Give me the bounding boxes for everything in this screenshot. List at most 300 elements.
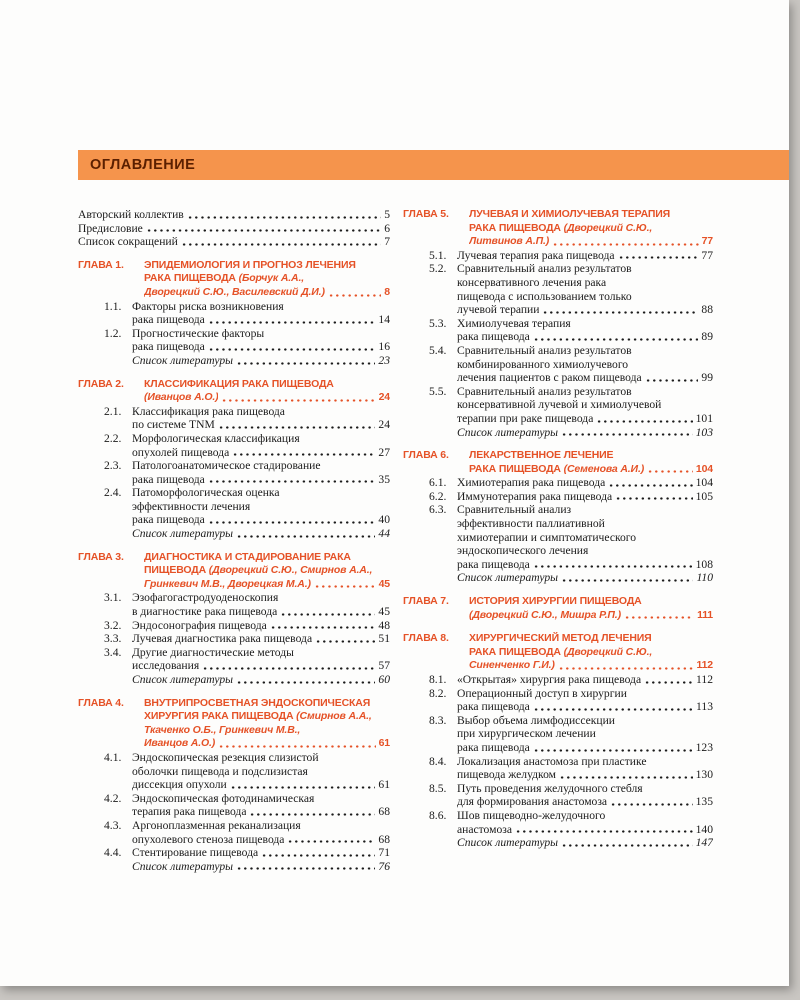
dot-leader [533, 707, 693, 712]
toc-entry-text: Факторы риска возникновения [132, 299, 284, 313]
toc-entry-text: Путь проведения желудочного стебля [457, 781, 643, 795]
toc-section-entry [403, 249, 713, 263]
dot-leader [618, 255, 699, 260]
dot-leader [146, 228, 381, 233]
toc-entry-text: Эндоскопическая фотодинамическая [132, 791, 315, 805]
toc-chapter-entry [403, 208, 713, 249]
toc-entry-line [457, 531, 713, 545]
dot-leader [230, 785, 376, 790]
page-number: 113 [696, 700, 713, 714]
toc-entry-text: Список литературы [132, 353, 233, 367]
toc-entry-line [469, 595, 713, 609]
page-number: 61 [378, 778, 390, 792]
toc-entry-text: Список литературы [132, 859, 233, 873]
toc-entry-line [132, 300, 390, 314]
toc-entry-line [132, 473, 390, 487]
page-number: 61 [378, 737, 390, 750]
toc-entry-line [457, 823, 713, 837]
dot-leader [559, 775, 693, 780]
toc-column-left [78, 208, 390, 873]
toc-entry-text: Аргоноплазменная реканализация [132, 818, 301, 832]
chapter-number-label: ГЛАВА 1. [78, 258, 124, 271]
dot-leader [208, 479, 376, 484]
toc-entry-text: (Дворецкий С.Ю., Мишра Р.П.) [469, 608, 621, 621]
toc-entry-line [469, 235, 713, 249]
toc-entry-line [132, 646, 390, 660]
toc-section-entry [78, 632, 390, 646]
toc-entry-text: Эндоскопическая резекция слизистой [132, 750, 319, 764]
section-number-label: 2.2. [104, 431, 122, 445]
toc-section-entry [403, 809, 713, 836]
dot-leader [270, 625, 376, 630]
dot-leader [218, 425, 376, 430]
toc-entry-text: Список литературы [457, 425, 558, 439]
toc-entry-text: комбинированного химиолучевого [457, 357, 629, 371]
toc-entry-line [132, 860, 390, 874]
section-number-label: 8.5. [429, 781, 447, 795]
toc-entry-text: Выбор объема лимфодиссекции [457, 713, 615, 727]
toc-entry-text: Синенченко Г.И.) [469, 659, 555, 672]
toc-entry-text: Лучевая диагностика рака пищевода [132, 632, 313, 646]
toc-entry-text: Эндосонография пищевода [132, 618, 267, 632]
toc-entry-line [469, 646, 713, 660]
toc-section-entry [78, 459, 390, 486]
page-number: 44 [378, 527, 390, 541]
page-number: 111 [697, 608, 713, 621]
page-number: 77 [701, 248, 713, 262]
page-number: 104 [695, 462, 713, 475]
toc-entry-line [469, 632, 713, 646]
toc-entry-text: рака пищевода [457, 330, 530, 344]
chapter-number-label: ГЛАВА 5. [403, 208, 449, 220]
section-number-label: 8.1. [429, 673, 447, 686]
toc-entry-line [469, 222, 713, 236]
toc-entry-text: рака пищевода [457, 700, 530, 714]
toc-entry-text: Локализация анастомоза при пластике [457, 754, 647, 768]
toc-entry-text: Прогностические факторы [132, 326, 265, 340]
dot-leader [328, 293, 382, 298]
toc-entry-text: рака пищевода [132, 513, 205, 527]
toc-entry-line [457, 398, 713, 412]
section-number-label: 8.3. [429, 713, 447, 727]
page-number: 89 [701, 330, 713, 344]
toc-entry-line [457, 517, 713, 531]
toc-entry-line [457, 303, 713, 317]
toc-entry-line [457, 426, 713, 440]
toc-literature-entry [78, 527, 390, 541]
toc-entry-text: Патоморфологическая оценка [132, 486, 280, 500]
toc-entry-line [144, 564, 390, 578]
dot-leader [218, 744, 375, 749]
toc-entry-text: рака пищевода [132, 313, 205, 327]
dot-leader [561, 843, 693, 848]
toc-entry-line [457, 358, 713, 372]
toc-entry-text: ИСТОРИЯ ХИРУРГИИ ПИЩЕВОДА [469, 595, 642, 608]
toc-chapter-entry [403, 632, 713, 673]
page-number: 135 [695, 795, 713, 809]
dot-leader [542, 310, 698, 315]
toc-entry-line [457, 571, 713, 585]
toc-entry-line [457, 344, 713, 358]
toc-entry-text: Список литературы [457, 571, 558, 585]
toc-entry-line [132, 500, 390, 514]
toc-entry-line [132, 446, 390, 460]
toc-entry-line [469, 449, 713, 463]
page-number: 76 [378, 859, 390, 873]
toc-entry-line [132, 313, 390, 327]
toc-entry-text: рака пищевода [457, 740, 530, 754]
toc-entry-line [457, 782, 713, 796]
page-number: 51 [378, 632, 390, 646]
contents-header-bar [78, 150, 789, 180]
chapter-number-label: ГЛАВА 8. [403, 632, 449, 645]
page-number: 57 [378, 659, 390, 673]
section-number-label: 2.3. [104, 459, 122, 473]
toc-entry-text: Список литературы [132, 527, 233, 541]
toc-entry-line [457, 317, 713, 331]
page-number: 60 [378, 673, 390, 686]
dot-leader [232, 452, 375, 457]
dot-leader [181, 242, 381, 247]
toc-entry-text: пищевода желудком [457, 768, 556, 782]
toc-section-entry [403, 317, 713, 344]
toc-entry-text: Список литературы [132, 673, 233, 686]
dot-leader [236, 680, 375, 685]
toc-entry-text: рака пищевода [132, 340, 205, 354]
toc-entry-text: Сравнительный анализ результатов [457, 262, 632, 276]
toc-entry-line [144, 259, 390, 273]
toc-section-entry [403, 714, 713, 755]
toc-entry-text: Авторский коллектив [78, 208, 184, 221]
toc-entry-text: рака пищевода [132, 472, 205, 486]
toc-section-entry [78, 486, 390, 527]
page-number: 24 [378, 391, 390, 404]
toc-literature-entry [78, 673, 390, 687]
dot-leader [552, 242, 699, 247]
toc-entry-text: терапия рака пищевода [132, 805, 247, 819]
section-number-label: 4.1. [104, 750, 122, 764]
toc-entry-line [132, 819, 390, 833]
toc-entry-text: эффективности паллиативной [457, 517, 605, 531]
toc-entry-text: «Открытая» хирургия рака пищевода [457, 673, 642, 686]
toc-entry-text: при хирургическом лечении [457, 727, 596, 741]
toc-entry-text: Эзофагогастродуоденоскопия [132, 591, 279, 605]
toc-entry-text: Химиолучевая терапия [457, 316, 571, 330]
toc-entry-line [132, 619, 390, 633]
toc-chapter-entry [78, 378, 390, 405]
toc-entry-line [132, 405, 390, 419]
toc-entry-text: лучевой терапии [457, 303, 540, 317]
page-number: 104 [695, 476, 713, 490]
dot-leader [515, 829, 693, 834]
toc-entry-line [78, 222, 390, 236]
toc-entry-line [132, 605, 390, 619]
toc-entry-text: Сравнительный анализ результатов [457, 384, 632, 398]
toc-entry-text: ВНУТРИПРОСВЕТНАЯ ЭНДОСКОПИЧЕСКАЯ [144, 696, 371, 709]
toc-entry-line [457, 330, 713, 344]
chapter-number-label: ГЛАВА 2. [78, 377, 124, 390]
toc-entry-text: исследования [132, 659, 200, 673]
page-number: 108 [695, 557, 713, 571]
page-number: 27 [378, 445, 390, 459]
toc-entry-line [132, 418, 390, 432]
toc-entry-line [144, 710, 390, 724]
toc-section-entry [403, 262, 713, 316]
toc-entry-line [144, 697, 390, 711]
page-number: 147 [695, 836, 713, 850]
toc-entry-text: Ткаченко О.Б., Гринкевич М.В., [144, 723, 301, 736]
toc-entry-text: опухолевого стеноза пищевода [132, 832, 285, 846]
toc-entry-text: ХИРУРГИЧЕСКИЙ МЕТОД ЛЕЧЕНИЯ [469, 632, 652, 645]
toc-entry-line [457, 809, 713, 823]
dot-leader [236, 361, 375, 366]
toc-entry-line [457, 249, 713, 263]
toc-entry-text: Дворецкий С.Ю., Василевский Д.И.) [144, 285, 325, 298]
toc-entry-line [132, 340, 390, 354]
dot-leader [208, 520, 376, 525]
page-title: ОГЛАВЛЕНИЕ [90, 157, 196, 173]
section-number-label: 4.3. [104, 818, 122, 832]
toc-entry-text: РАКА ПИЩЕВОДА (Дворецкий С.Ю., [469, 645, 653, 658]
toc-literature-entry [403, 571, 713, 585]
toc-entry-line [457, 544, 713, 558]
page-number: 105 [695, 489, 713, 503]
toc-section-entry [403, 782, 713, 809]
toc-entry-text: Иммунотерапия рака пищевода [457, 489, 613, 503]
toc-entry-text: терапии при раке пищевода [457, 411, 594, 425]
toc-section-entry [403, 476, 713, 490]
toc-entry-line [144, 578, 390, 592]
toc-chapter-entry [403, 595, 713, 622]
toc-section-entry [78, 819, 390, 846]
toc-entry-line [144, 378, 390, 392]
chapter-number-label: ГЛАВА 3. [78, 550, 124, 563]
toc-entry-line [144, 286, 390, 300]
toc-entry-text: химиотерапии и симптоматического [457, 530, 637, 544]
toc-section-entry [403, 687, 713, 714]
toc-entry-line [132, 354, 390, 368]
toc-entry-line [457, 836, 713, 850]
toc-section-entry [403, 385, 713, 426]
toc-entry-line [457, 768, 713, 782]
page-number: 101 [695, 411, 713, 425]
toc-section-entry [78, 646, 390, 673]
section-number-label: 1.1. [104, 299, 122, 313]
toc-entry-text: ЛЕКАРСТВЕННОЕ ЛЕЧЕНИЕ [469, 449, 614, 462]
dot-leader [202, 666, 375, 671]
page-number: 112 [696, 673, 713, 686]
toc-entry-text: Другие диагностические методы [132, 645, 294, 659]
toc-entry-text: Шов пищеводно-желудочного [457, 808, 606, 822]
toc-section-entry [78, 846, 390, 860]
toc-section-entry [78, 792, 390, 819]
section-number-label: 5.4. [429, 343, 447, 357]
page-number: 45 [378, 605, 390, 619]
toc-entry-text: рака пищевода [457, 557, 530, 571]
toc-entry-text: ЭПИДЕМИОЛОГИЯ И ПРОГНОЗ ЛЕЧЕНИЯ [144, 258, 356, 271]
dot-leader [645, 378, 699, 383]
toc-entry-text: ЛУЧЕВАЯ И ХИМИОЛУЧЕВАЯ ТЕРАПИЯ [469, 208, 671, 220]
dot-leader [314, 584, 376, 589]
toc-entry-text: в диагностике рака пищевода [132, 605, 278, 619]
toc-entry-text: эффективности лечения [132, 499, 251, 513]
toc-literature-entry [78, 860, 390, 874]
toc-entry-text: Операционный доступ в хирургии [457, 686, 627, 700]
toc-entry-line [469, 463, 713, 477]
toc-entry-text: оболочки пищевода и подслизистая [132, 764, 308, 778]
dot-leader [236, 866, 375, 871]
section-number-label: 5.1. [429, 248, 447, 262]
page-number: 99 [701, 371, 713, 385]
toc-entry-text: консервативного лечения рака [457, 275, 607, 289]
toc-section-entry [78, 751, 390, 792]
toc-entry-line [457, 687, 713, 701]
toc-entry-line [144, 551, 390, 565]
toc-entry-line [132, 846, 390, 860]
toc-entry-line [132, 486, 390, 500]
page-number: 110 [696, 571, 713, 585]
page-number: 14 [378, 313, 390, 327]
toc-entry-text: Патологоанатомическое стадирование [132, 459, 321, 473]
toc-entry-line [132, 659, 390, 673]
toc-entry-text: эндоскопического лечения [457, 544, 589, 558]
toc-entry-text: ХИРУРГИЯ РАКА ПИЩЕВОДА (Смирнов А.А., [144, 710, 372, 723]
page-number: 48 [378, 618, 390, 632]
toc-entry-line [132, 513, 390, 527]
toc-entry-line [132, 632, 390, 646]
dot-leader [249, 812, 375, 817]
toc-entry-line [132, 591, 390, 605]
dot-leader [596, 419, 692, 424]
toc-chapter-entry [78, 551, 390, 592]
toc-entry-line [78, 208, 390, 222]
page-number: 68 [378, 832, 390, 846]
toc-entry-line [457, 795, 713, 809]
dot-leader [608, 483, 692, 488]
dot-leader [533, 564, 693, 569]
dot-leader [280, 612, 375, 617]
toc-entry-text: Классификация рака пищевода [132, 404, 285, 418]
section-number-label: 3.3. [104, 632, 122, 646]
chapter-number-label: ГЛАВА 7. [403, 595, 449, 608]
toc-column-right [403, 208, 713, 873]
section-number-label: 3.4. [104, 645, 122, 659]
toc-entry-text: ПИЩЕВОДА (Дворецкий С.Ю., Смирнов А.А., [144, 564, 373, 577]
toc-entry-line [132, 432, 390, 446]
toc-literature-entry [403, 836, 713, 850]
toc-entry-line [457, 385, 713, 399]
toc-entry-text: Гринкевич М.В., Дворецкая М.А.) [144, 577, 311, 590]
toc-entry-line [457, 741, 713, 755]
toc-entry-line [132, 673, 390, 687]
page-number: 7 [384, 235, 390, 249]
dot-leader [615, 496, 692, 501]
toc-entry-line [144, 272, 390, 286]
toc-entry-line [457, 673, 713, 687]
dot-leader [287, 839, 375, 844]
toc-section-entry [403, 755, 713, 782]
toc-entry-line [469, 208, 713, 222]
dot-leader [624, 615, 694, 620]
toc-entry-line [457, 262, 713, 276]
toc-entry-text: консервативной лучевой и химиолучевой [457, 398, 662, 412]
page-number: 5 [384, 208, 390, 221]
section-number-label: 2.4. [104, 486, 122, 500]
dot-leader [261, 853, 375, 858]
dot-leader [644, 680, 693, 685]
toc-entry-text: опухолей пищевода [132, 445, 230, 459]
toc-entry-line [457, 558, 713, 572]
toc-front-matter-entry [78, 235, 390, 249]
section-number-label: 8.4. [429, 754, 447, 768]
toc-entry-text: для формирования анастомоза [457, 795, 608, 809]
toc-front-matter-entry [78, 222, 390, 236]
section-number-label: 5.3. [429, 316, 447, 330]
toc-section-entry [78, 327, 390, 354]
section-number-label: 3.1. [104, 591, 122, 605]
page-number: 130 [695, 768, 713, 782]
toc-entry-line [132, 527, 390, 541]
toc-entry-text: Морфологическая классификация [132, 431, 300, 445]
toc-entry-text: Сравнительный анализ результатов [457, 343, 632, 357]
toc-entry-text: лечения пациентов с раком пищевода [457, 371, 642, 385]
toc-entry-line [457, 755, 713, 769]
toc-entry-line [132, 805, 390, 819]
section-number-label: 4.4. [104, 846, 122, 860]
page-number: 6 [384, 221, 390, 235]
toc-chapter-entry [78, 697, 390, 751]
toc-entry-text: РАКА ПИЩЕВОДА (Семенова А.И.) [469, 462, 645, 475]
section-number-label: 5.5. [429, 384, 447, 398]
toc-entry-text: Химиотерапия рака пищевода [457, 476, 606, 490]
page-number: 68 [378, 805, 390, 819]
dot-leader [558, 666, 694, 671]
toc-entry-text: Стентирование пищевода [132, 846, 259, 860]
toc-section-entry [403, 490, 713, 504]
section-number-label: 6.3. [429, 503, 447, 517]
toc-entry-text: РАКА ПИЩЕВОДА (Борчук А.А., [144, 272, 305, 285]
toc-chapter-entry [78, 259, 390, 300]
toc-entry-text: (Иванцов А.О.) [144, 391, 219, 404]
section-number-label: 8.6. [429, 808, 447, 822]
page-number: 45 [378, 577, 390, 590]
section-number-label: 2.1. [104, 404, 122, 418]
toc-entry-text: КЛАССИФИКАЦИЯ РАКА ПИЩЕВОДА [144, 377, 334, 390]
page-number: 88 [701, 303, 713, 317]
toc-entry-text: диссекция опухоли [132, 778, 227, 792]
dot-leader [647, 469, 693, 474]
toc-section-entry [403, 344, 713, 385]
page-number: 35 [378, 472, 390, 486]
toc-entry-line [457, 476, 713, 490]
toc-literature-entry [403, 426, 713, 440]
page-number: 24 [378, 418, 390, 432]
dot-leader [533, 337, 699, 342]
toc-entry-line [132, 792, 390, 806]
toc-section-entry [78, 300, 390, 327]
table-of-contents [78, 208, 714, 873]
page-number: 23 [378, 353, 390, 367]
toc-entry-line [457, 412, 713, 426]
toc-section-entry [78, 619, 390, 633]
toc-entry-line [78, 235, 390, 249]
toc-literature-entry [78, 354, 390, 368]
toc-entry-line [457, 714, 713, 728]
toc-entry-line [132, 459, 390, 473]
page-number: 123 [695, 740, 713, 754]
dot-leader [236, 534, 375, 539]
dot-leader [561, 578, 693, 583]
